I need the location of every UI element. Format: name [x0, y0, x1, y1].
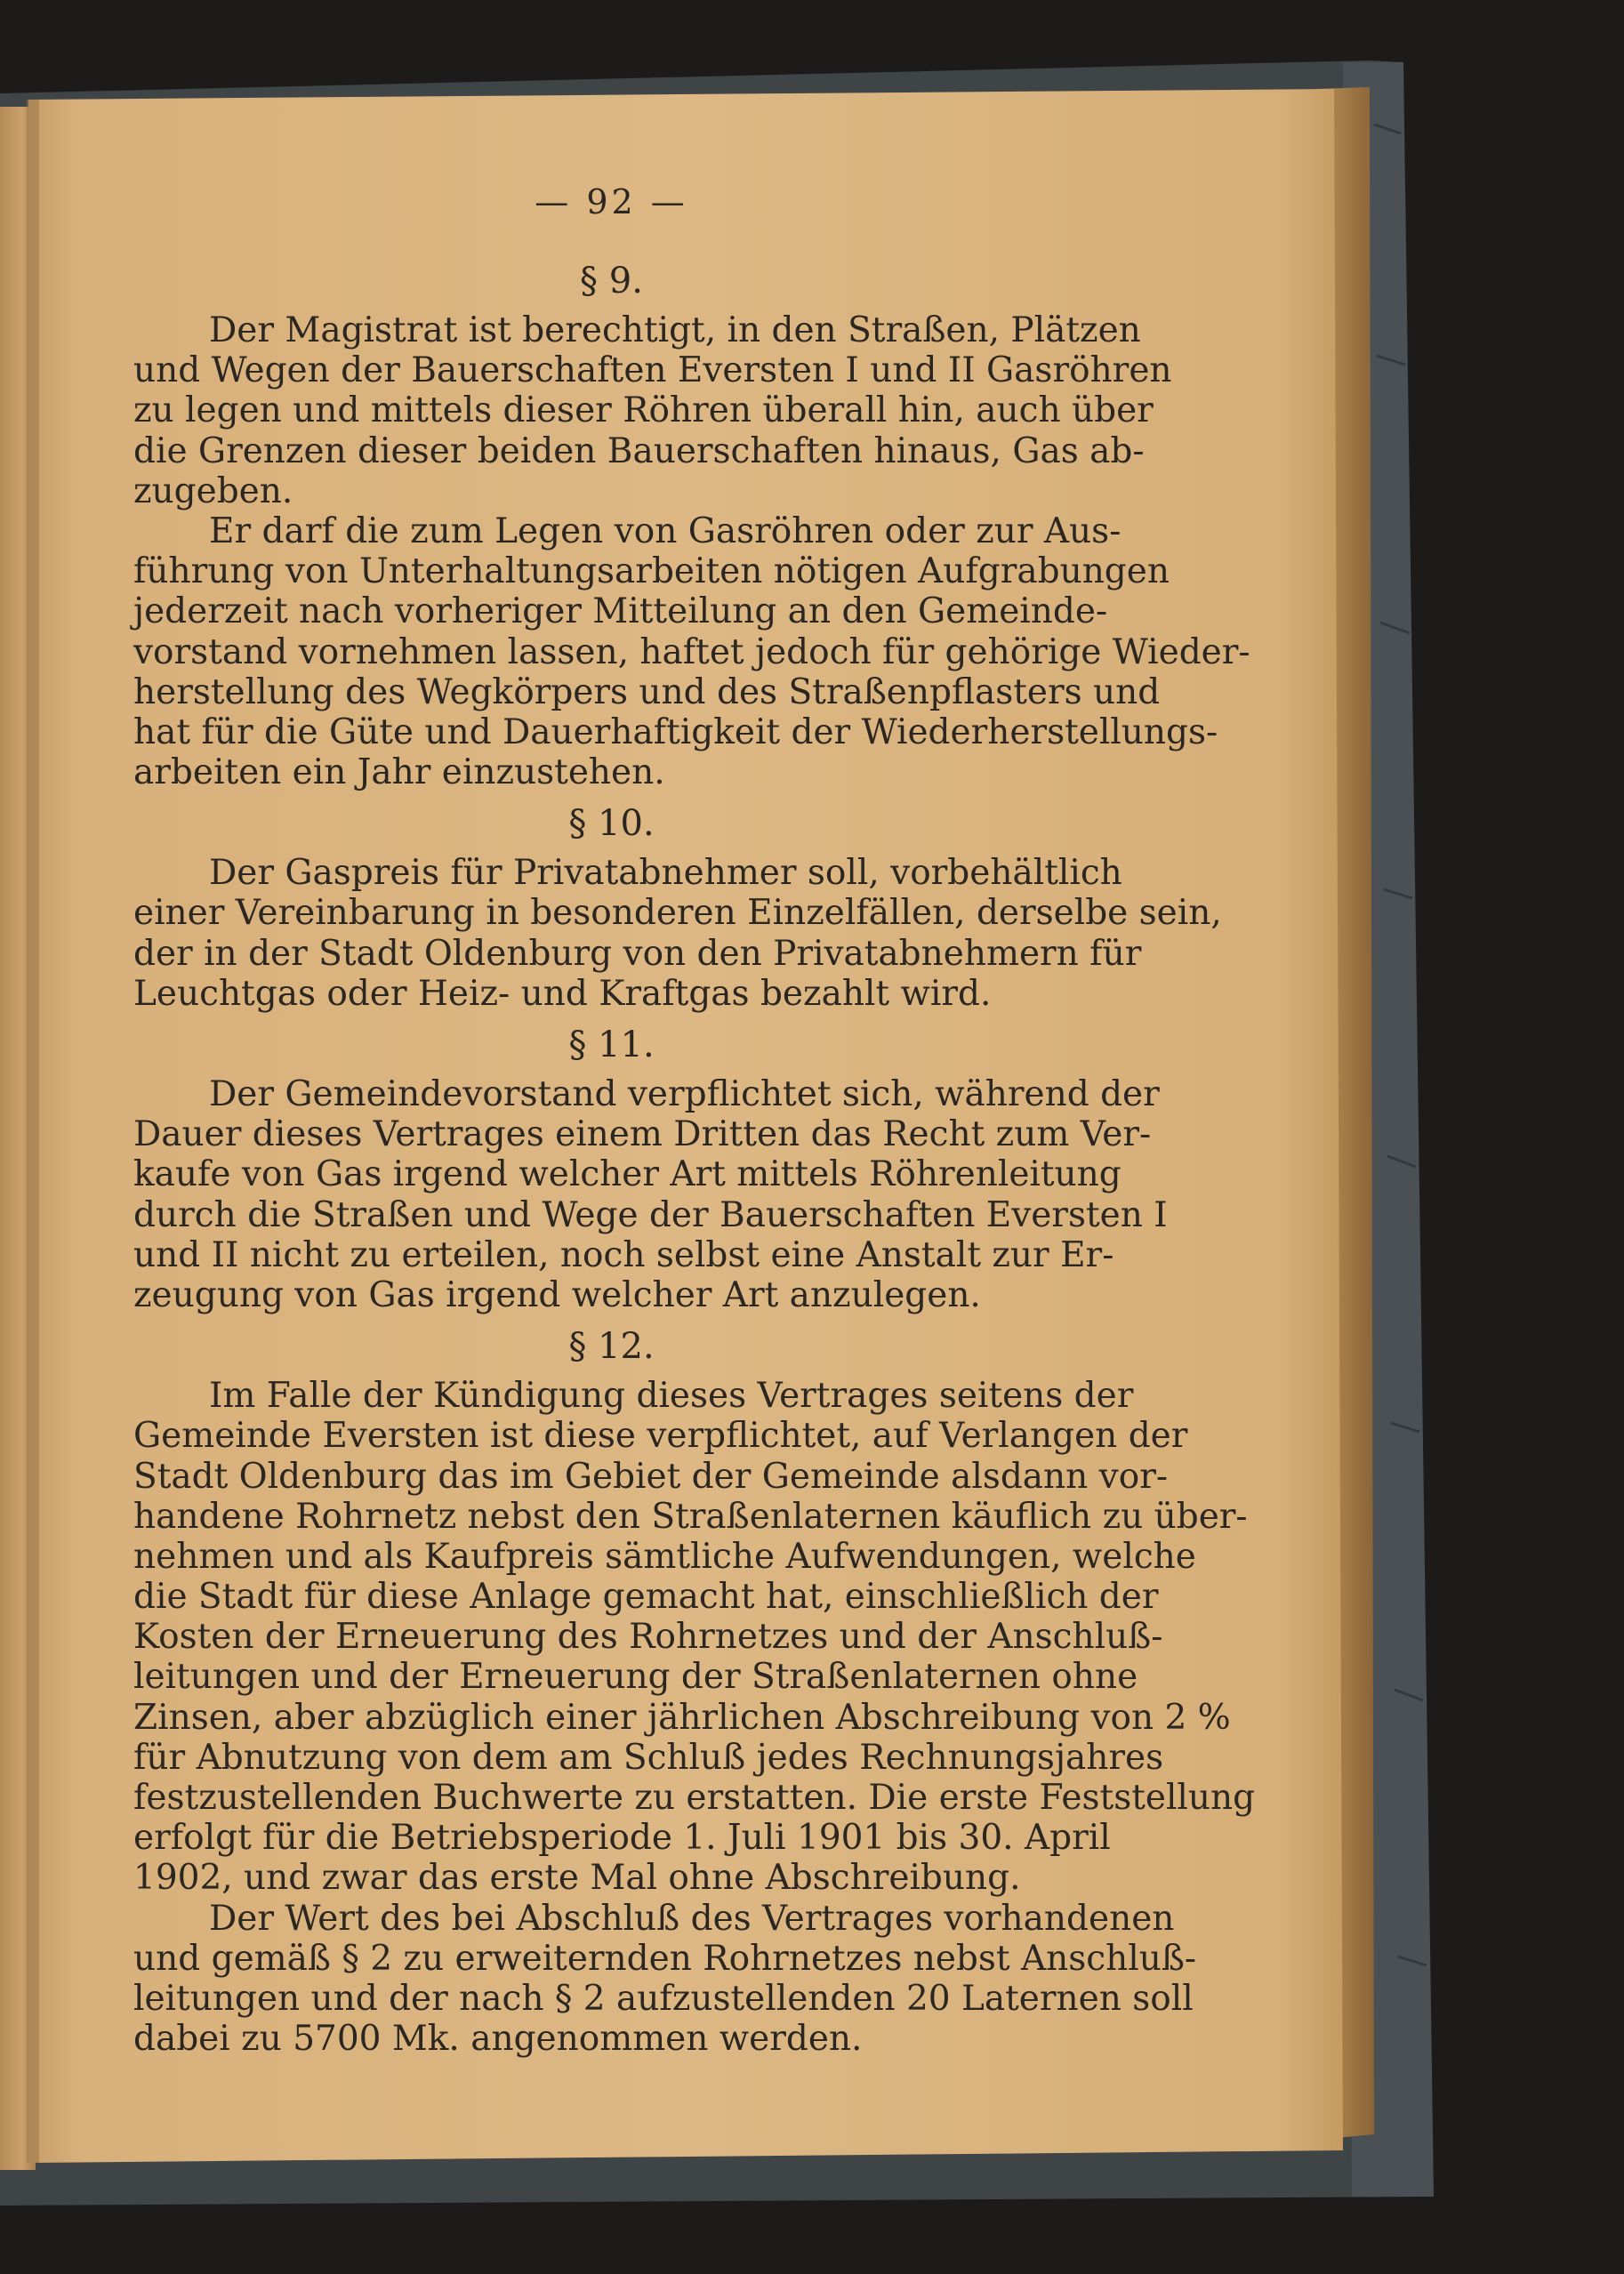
text-line: und gemäß § 2 zu erweiternden Rohrnetzes nebst Anschluß- [133, 1938, 1197, 1979]
text-line: dabei zu 5700 Mk. angenommen werden. [133, 2019, 863, 2060]
section-heading: § 9. [580, 261, 643, 301]
text-line: herstellung des Wegkörpers und des Straßenpflasters und [133, 671, 1161, 712]
text-line: durch die Straßen und Wege der Bauerschaften Eversten I [133, 1194, 1168, 1235]
text-line: führung von Unterhaltungsarbeiten nötigen Aufgrabungen [133, 551, 1170, 592]
text-line: der in der Stadt Oldenburg von den Privatabnehmern für [133, 933, 1142, 974]
text-line: Der Magistrat ist berechtigt, in den Straßen, Plätzen [209, 310, 1141, 350]
text-line: erfolgt für die Betriebsperiode 1. Juli 1901 bis 30. April [133, 1818, 1111, 1859]
text-line: Stadt Oldenburg das im Gebiet der Gemeinde alsdann vor- [133, 1456, 1169, 1497]
text-line: für Abnutzung von dem am Schluß jedes Rechnungsjahres [133, 1737, 1164, 1778]
text-line: jederzeit nach vorheriger Mitteilung an den Gemeinde- [133, 591, 1108, 632]
sections-container [133, 257, 1256, 2060]
text-line: Leuchtgas oder Heiz- und Kraftgas bezahlt wird. [133, 973, 992, 1014]
text-line: Zinsen, aber abzüglich einer jährlichen Abschreibung von 2 % [133, 1697, 1231, 1738]
text-line: einer Vereinbarung in besonderen Einzelfällen, derselbe sein, [133, 893, 1222, 934]
text-line: Dauer dieses Vertrages einem Dritten das Recht zum Ver- [133, 1114, 1152, 1155]
text-line: und II nicht zu erteilen, noch selbst eine Anstalt zur Er- [133, 1234, 1114, 1275]
text-line: Er darf die zum Legen von Gasröhren oder zur Aus- [209, 510, 1122, 551]
text-line: leitungen und der nach § 2 aufzustellenden 20 Laternen soll [133, 1978, 1194, 2019]
section-heading: § 11. [568, 1025, 655, 1065]
text-line: zu legen und mittels dieser Röhren überall hin, auch über [133, 390, 1154, 431]
page-text [133, 182, 1256, 2060]
paragraph [133, 1898, 1197, 2060]
text-line: Kosten der Erneuerung des Rohrnetzes und der Anschluß- [133, 1617, 1163, 1658]
text-line: festzustellenden Buchwerte zu erstatten. Die erste Feststellung [133, 1778, 1256, 1818]
paragraph [133, 1376, 1256, 1899]
section-heading: § 10. [568, 803, 655, 845]
text-line: zugeben. [133, 470, 293, 511]
text-line: Im Falle der Kündigung dieses Vertrages seitens der [209, 1376, 1134, 1417]
text-line: Der Gaspreis für Privatabnehmer soll, vorbehältlich [209, 853, 1122, 894]
text-line: die Grenzen dieser beiden Bauerschaften hinaus, Gas ab- [133, 430, 1145, 471]
text-line: nehmen und als Kaufpreis sämtliche Aufwendungen, welche [133, 1536, 1196, 1577]
text-line: Der Wert des bei Abschluß des Vertrages vorhandenen [209, 1898, 1175, 1939]
text-line: handene Rohrnetz nebst den Straßenlaternen käuflich zu über- [133, 1496, 1248, 1537]
text-line: hat für die Güte und Dauerhaftigkeit der Wiederherstellungs- [133, 711, 1218, 752]
paragraph [133, 310, 1172, 511]
text-line: zeugung von Gas irgend welcher Art anzulegen. [133, 1274, 981, 1315]
paragraph [133, 510, 1250, 793]
paragraph [133, 853, 1222, 1014]
paragraph [133, 1074, 1168, 1315]
text-line: und Wegen der Bauerschaften Eversten I und II Gasröhren [133, 350, 1172, 391]
text-line: die Stadt für diese Anlage gemacht hat, einschließlich der [133, 1577, 1159, 1618]
text-line: Der Gemeindevorstand verpflichtet sich, während der [209, 1074, 1160, 1114]
text-line: kaufe von Gas irgend welcher Art mittels Röhrenleitung [133, 1154, 1122, 1195]
section-heading: § 12. [568, 1326, 655, 1368]
text-line: 1902, und zwar das erste Mal ohne Abschreibung. [133, 1858, 1021, 1899]
text-line: leitungen und der Erneuerung der Straßenlaternen ohne [133, 1657, 1138, 1698]
text-line: Gemeinde Eversten ist diese verpflichtet, auf Verlangen der [133, 1416, 1188, 1457]
text-line: vorstand vornehmen lassen, haftet jedoch für gehörige Wieder- [133, 631, 1250, 672]
page-number: — 92 — [535, 182, 688, 221]
text-line: arbeiten ein Jahr einzustehen. [133, 752, 665, 793]
